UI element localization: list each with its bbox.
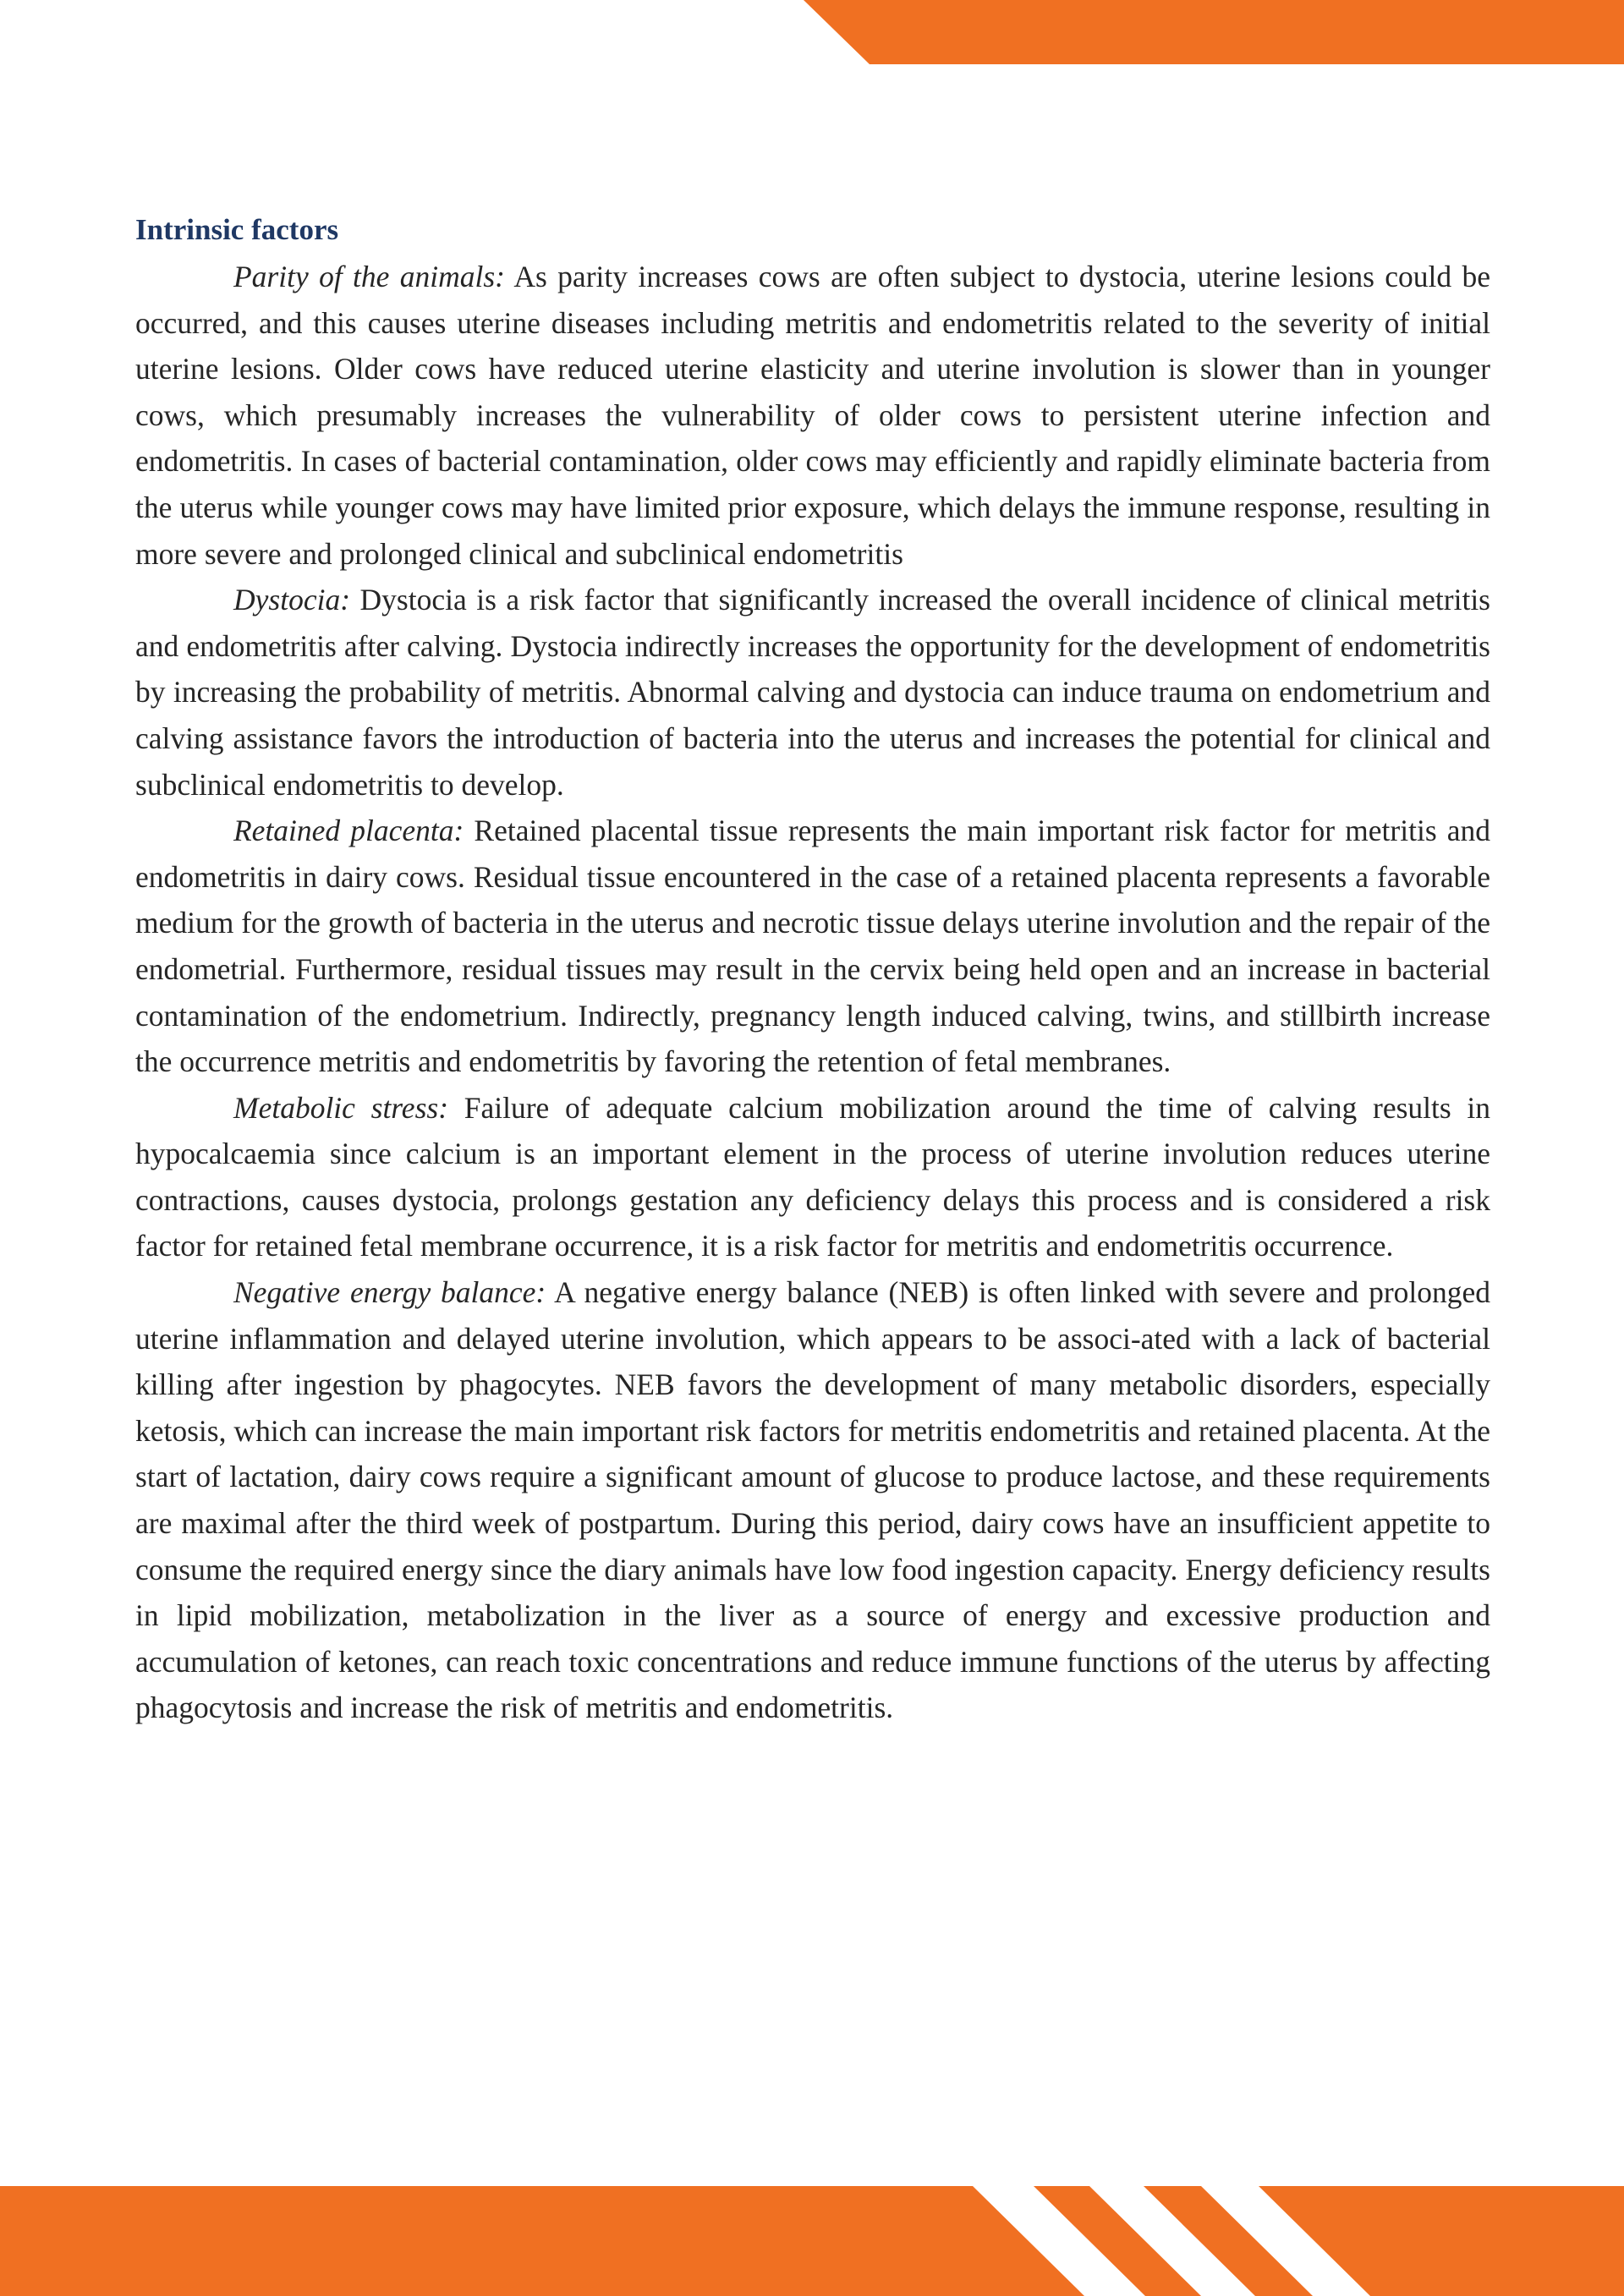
header-decoration bbox=[0, 0, 1624, 64]
footer-stripe-3 bbox=[1259, 2186, 1624, 2296]
paragraph-lead-retained-placenta: Retained placenta: bbox=[233, 814, 464, 848]
paragraph-body-parity: As parity increases cows are often subject to dystocia, uterine lesions could be occurred, and this causes uterine diseases including metritis and endometritis related to the severity of initial uterine lesions. Older cows have reduced uterine elasticity and uterine involution is slower than in younger cows, which presumably increases the vulnerability of older cows to persistent uterine infection and endometritis. In cases of bacterial contamination, older cows may efficiently and rapidly eliminate bacteria from the uterus while younger cows may have limited prior exposure, which delays the immune response, resulting in more severe and prolonged clinical and subclinical endometritis bbox=[135, 260, 1490, 571]
paragraph-metabolic-stress bbox=[135, 1085, 1490, 1269]
paragraph-lead-negative-energy-balance: Negative energy balance: bbox=[233, 1275, 546, 1310]
paragraph-body-dystocia: Dystocia is a risk factor that significantly increased the overall incidence of clinical metritis and endometritis after calving. Dystocia indirectly increases the opportunity for the development of endometritis by increasing the probability of metritis. Abnormal calving and dystocia can induce trauma on endometrium and calving assistance favors the introduction of bacteria into the uterus and increases the potential for clinical and subclinical endometritis to develop. bbox=[135, 583, 1490, 802]
footer-decoration bbox=[0, 2186, 1624, 2296]
section-title: Intrinsic factors bbox=[135, 213, 339, 246]
paragraph-body-metabolic-stress: Failure of adequate calcium mobilization around the time of calving results in hypocalcaemia since calcium is an important element in the process of uterine involution reduces uterine contractions, causes dystocia, prolongs gestation any deficiency delays this process and is considered a risk factor for retained fetal membrane occurrence, it is a risk factor for metritis and endometritis occurrence. bbox=[135, 1090, 1491, 1263]
paragraph-body-negative-energy-balance: A negative energy balance (NEB) is often linked with severe and prolonged uterine inflammation and delayed uterine involution, which appears to be associ-ated with a lack of bacterial killing after ingestion by phagocytes. NEB favors the development of many metabolic disorders, especially ketosis, which can increase the main important risk factors for metritis endometritis and retained placenta. At the start of lactation, dairy cows require a significant amount of glucose to produce lactose, and these requirements are maximal after the third week of postpartum. During this period, dairy cows have an insufficient appetite to consume the required energy since the diary animals have low food ingestion capacity. Energy deficiency results in lipid mobilization, metabolization in the liver as a source of energy and excessive production and accumulation of ketones, can reach toxic concentrations and reduce immune functions of the uterus by affecting phagocytosis and increase the risk of metritis and endometritis. bbox=[135, 1275, 1491, 1725]
paragraph-parity bbox=[135, 254, 1490, 577]
paragraph-body-retained-placenta: Retained placental tissue represents the main important risk factor for metritis and endometritis in dairy cows. Residual tissue encountered in the case of a retained placenta represents a favorable medium for the growth of bacteria in the uterus and necrotic tissue delays uterine involution and the repair of the endometrial. Furthermore, residual tissues may result in the cervix being held open and an increase in bacterial contamination of the endometrium. Indirectly, pregnancy length induced calving, twins, and stillbirth increase the occurrence metritis and endometritis by favoring the retention of fetal membranes. bbox=[135, 814, 1490, 1079]
paragraph-lead-dystocia: Dystocia: bbox=[233, 583, 351, 617]
paragraph-negative-energy-balance bbox=[135, 1269, 1490, 1731]
paragraph-dystocia bbox=[135, 577, 1490, 808]
paragraph-lead-parity: Parity of the animals: bbox=[233, 260, 505, 293]
paragraph-retained-placenta bbox=[135, 808, 1490, 1085]
header-orange-band bbox=[804, 0, 1624, 64]
footer-main-band bbox=[0, 2186, 1084, 2296]
paragraph-lead-metabolic-stress: Metabolic stress: bbox=[233, 1090, 449, 1125]
page-content bbox=[135, 210, 1490, 1731]
